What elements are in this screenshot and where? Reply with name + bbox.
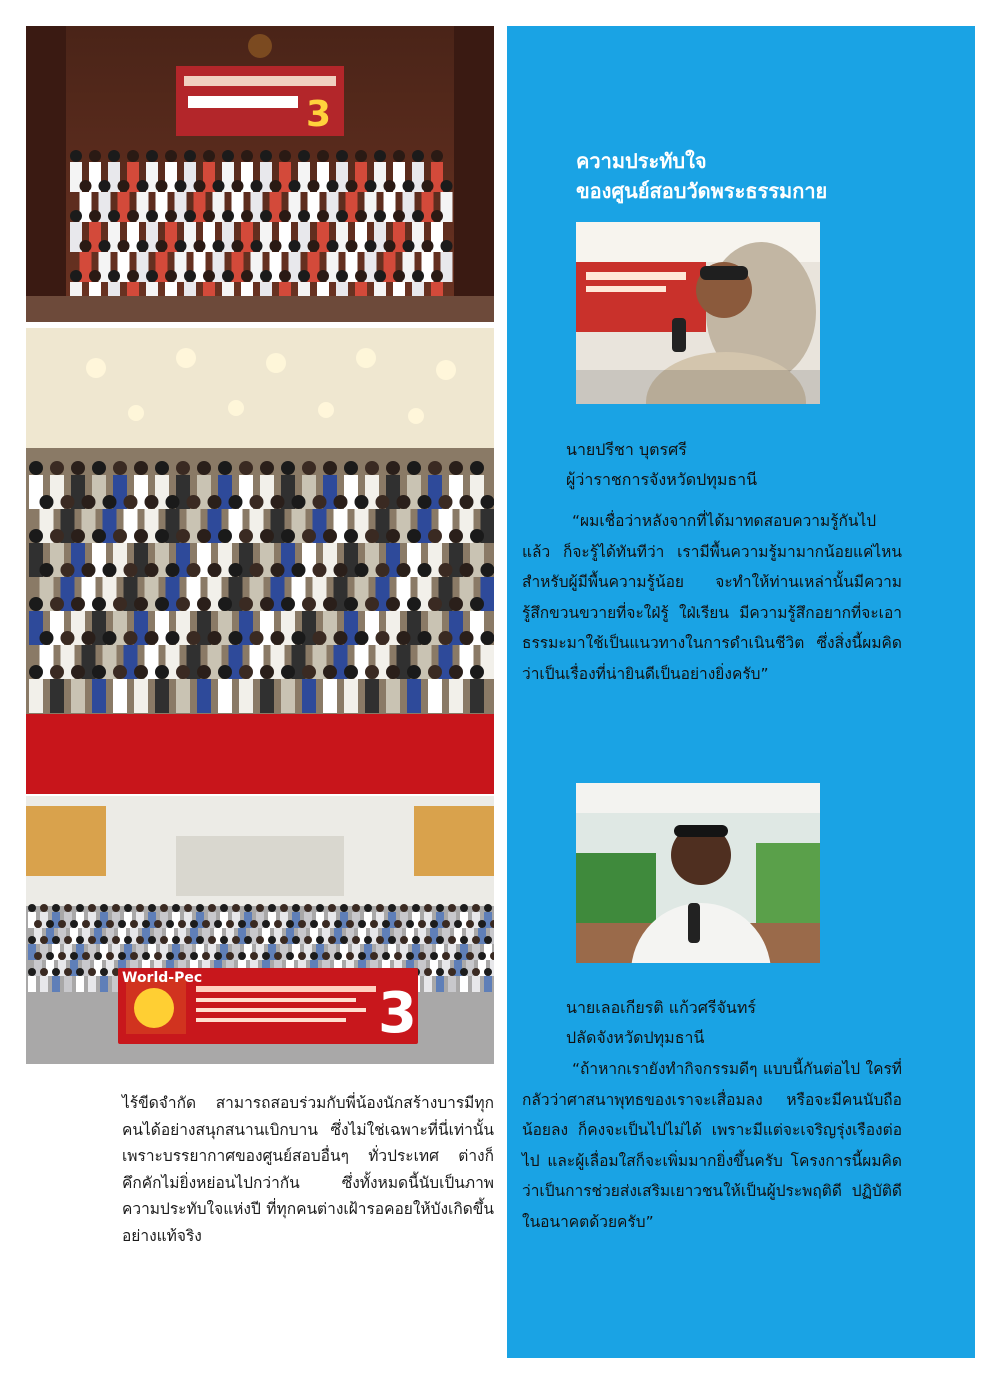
panel-title bbox=[576, 146, 946, 206]
hall-photo-banner bbox=[26, 796, 494, 1064]
portrait-photo-1 bbox=[576, 222, 820, 404]
svg-text:3: 3 bbox=[306, 94, 332, 135]
person-1-name: นายปรีชา บุตรศรี bbox=[566, 440, 687, 459]
person-1-quote-text: “ผมเชื่อว่าหลังจากที่ได้มาทดสอบความรู้กันไปแล้ว ก็จะรู้ได้ทันทีว่า เรามีพื้นความรู้มามากน้อยแค่ไหน สำหรับผู้มีพื้นความรู้น้อย จะทำให้ท่านเหล่านั้นมีความรู้สึกขวนขวายที่จะใฝ่รู้ ใฝ่เรียน มีความรู้สึกอยากที่จะเอาธรรมะมาใช้เป็นแนวทางในการดำเนินชีวิต ซึ่งสิ่งนี้ผมคิดว่าเป็นเรื่องที่น่ายินดีเป็นอย่างยิ่งครับ” bbox=[522, 512, 902, 683]
banner-brand: World-Pec bbox=[122, 970, 203, 986]
person-1-quote bbox=[522, 506, 902, 689]
person-1-role: ผู้ว่าราชการจังหวัดปทุมธานี bbox=[566, 470, 758, 489]
banner-number: 3 bbox=[378, 981, 417, 1046]
group-photo-students bbox=[26, 26, 494, 322]
left-paragraph bbox=[122, 1090, 494, 1249]
portrait-photo-2 bbox=[576, 783, 820, 963]
panel-title-line2: ของศูนย์สอบวัดพระธรรมกาย bbox=[576, 179, 828, 203]
crowd-photo-hall bbox=[26, 328, 494, 714]
left-paragraph-text: ไร้ขีดจำกัด สามารถสอบร่วมกับพี่น้องนักสร้างบารมีทุกคนได้อย่างสนุกสนานเบิกบาน ซึ่งไม่ใช่เฉพาะที่นี่เท่านั้น เพราะบรรยากาศของศูนย์สอบอื่นๆ ทั่วประเทศ ต่างก็คึกคักไม่ยิ่งหย่อนไปกว่ากัน ซึ่งทั้งหมดนี้นับเป็นภาพความประทับใจแห่งปี ที่ทุกคนต่างเฝ้ารอคอยให้บังเกิดขึ้นอย่างแท้จริง bbox=[122, 1094, 494, 1245]
person-2-role: ปลัดจังหวัดปทุมธานี bbox=[566, 1028, 705, 1047]
panel-title-line1: ความประทับใจ bbox=[576, 149, 707, 173]
person-2-quote bbox=[522, 1054, 902, 1237]
person-2-quote-text: “ถ้าหากเรายังทำกิจกรรมดีๆ แบบนี้กันต่อไป ใครที่กลัวว่าศาสนาพุทธของเราจะเสื่อมลง หรือจะมีคนนับถือน้อยลง ก็คงจะเป็นไปไม่ได้ เพราะมีแต่จะเจริญรุ่งเรืองต่อไป และผู้เลื่อมใสก็จะเพิ่มมากยิ่งขึ้นครับ โครงการนี้ผมคิดว่าเป็นการช่วยส่งเสริมเยาวชนให้เป็นผู้ประพฤติดี ปฏิบัติดี ในอนาคตด้วยครับ” bbox=[522, 1060, 902, 1231]
person-2-name: นายเลอเกียรติ แก้วศรีจันทร์ bbox=[566, 998, 756, 1017]
red-band-decoration bbox=[26, 714, 494, 794]
